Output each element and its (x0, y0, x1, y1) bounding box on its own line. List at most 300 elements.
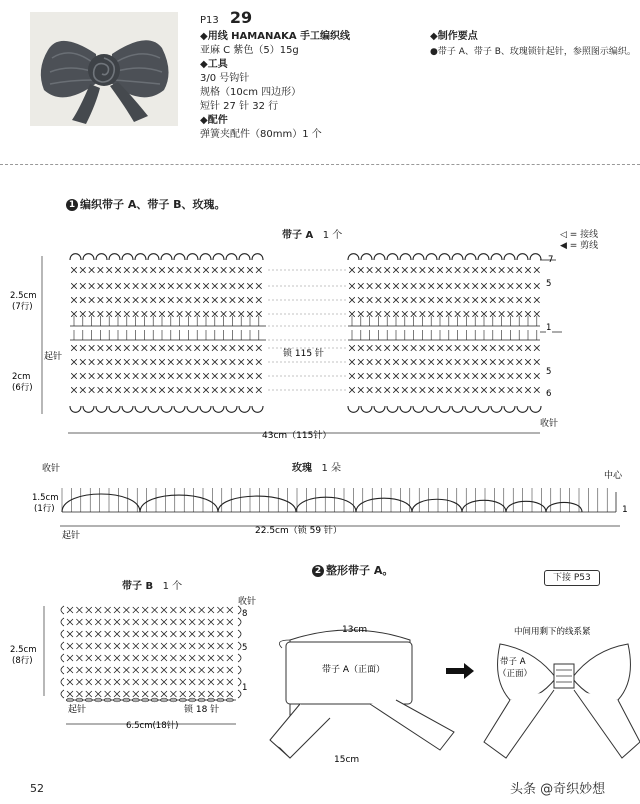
stitch-mark (367, 359, 373, 365)
stitch-mark (203, 283, 209, 289)
stitch-mark (534, 311, 540, 317)
stitch-mark (384, 267, 390, 273)
stitch-mark (508, 359, 514, 365)
stitch-mark (86, 667, 92, 673)
stitch-mark (168, 345, 174, 351)
stitch-mark (80, 345, 86, 351)
stitch-mark (189, 679, 195, 685)
stitch-mark (124, 359, 130, 365)
stitch-mark (203, 373, 209, 379)
stitch-mark (89, 345, 95, 351)
rose-finish: 收针 (42, 464, 61, 474)
stitch-mark (525, 345, 531, 351)
stitch-mark (142, 631, 148, 637)
stitch-mark (76, 667, 82, 673)
stitch-mark (367, 373, 373, 379)
stitch-mark (455, 387, 461, 393)
rose-chart (0, 460, 640, 545)
stitch-mark (142, 297, 148, 303)
edge-loop (187, 254, 198, 260)
stitch-mark (384, 283, 390, 289)
stitch-mark (428, 359, 434, 365)
stitch-mark (516, 373, 522, 379)
stitch-mark (393, 283, 399, 289)
stitch-mark (376, 373, 382, 379)
step2-heading (312, 562, 393, 578)
step2-number: 2 (312, 565, 324, 577)
stitch-mark (115, 387, 121, 393)
stitch-mark (71, 387, 77, 393)
stitch-mark (98, 311, 104, 317)
stitch-mark (446, 311, 452, 317)
stitch-mark (159, 387, 165, 393)
stitch-mark (230, 267, 236, 273)
stitch-mark (230, 283, 236, 289)
stitch-mark (376, 283, 382, 289)
stitch-mark (152, 631, 158, 637)
stitch-mark (420, 283, 426, 289)
stitch-mark (189, 691, 195, 697)
petal (218, 496, 296, 512)
stitch-mark (133, 631, 139, 637)
stitch-mark (472, 373, 478, 379)
edge-loop (187, 406, 198, 412)
edge-loop (135, 254, 146, 260)
stitch-mark (472, 297, 478, 303)
stitch-mark (142, 387, 148, 393)
stitch-mark (106, 297, 112, 303)
stitch-mark (508, 283, 514, 289)
stitch-mark (180, 643, 186, 649)
stitch-mark (142, 667, 148, 673)
stitch-mark (170, 691, 176, 697)
stitch-mark (516, 359, 522, 365)
stitch-mark (86, 643, 92, 649)
stitch-mark (499, 311, 505, 317)
stitch-mark (186, 267, 192, 273)
stitch-mark (455, 345, 461, 351)
stitch-mark (256, 311, 262, 317)
stitch-mark (508, 311, 514, 317)
edge-loop (70, 254, 81, 260)
material-line: 短针 27 针 32 行 (200, 101, 279, 112)
loop-width: 13cm (342, 625, 368, 635)
stitch-mark (455, 267, 461, 273)
stitch-mark (177, 283, 183, 289)
stitch-mark (212, 267, 218, 273)
stitch-mark (199, 619, 205, 625)
stitch-mark (227, 667, 233, 673)
stitch-mark (358, 359, 364, 365)
stitch-mark (411, 373, 417, 379)
stitch-mark (115, 345, 121, 351)
edge-loop (465, 406, 476, 412)
stitch-mark (199, 691, 205, 697)
strapB-finish: 收针 (238, 597, 257, 607)
stitch-mark (168, 267, 174, 273)
stitch-mark (247, 283, 253, 289)
edge-loop (517, 406, 528, 412)
stitch-mark (114, 679, 120, 685)
stitch-mark (80, 311, 86, 317)
legend-cut: ◀ = 剪线 (560, 241, 599, 251)
stitch-mark (114, 631, 120, 637)
stitch-mark (89, 359, 95, 365)
edge-loop (400, 406, 411, 412)
edge-loop (174, 406, 185, 412)
strapB-stitches (61, 606, 241, 702)
material-line: ◆工具 (200, 59, 228, 70)
stitch-mark (114, 691, 120, 697)
stitch-mark (464, 359, 470, 365)
stitch-mark (428, 345, 434, 351)
stitch-mark (180, 679, 186, 685)
stitch-mark (446, 387, 452, 393)
stitch-mark (133, 373, 139, 379)
stitch-mark (142, 643, 148, 649)
stitch-mark (238, 283, 244, 289)
stitch-mark (177, 345, 183, 351)
edge-loop (413, 254, 424, 260)
stitch-mark (115, 373, 121, 379)
turn-chain (61, 690, 64, 698)
stitch-mark (217, 667, 223, 673)
edge-loop (96, 254, 107, 260)
stitch-mark (437, 359, 443, 365)
stitch-mark (212, 283, 218, 289)
edge-loop (135, 406, 146, 412)
strapA-height-top: 2.5cm (10, 291, 37, 301)
stitch-mark (402, 267, 408, 273)
petal (140, 495, 218, 512)
stitch-mark (393, 373, 399, 379)
stitch-mark (217, 607, 223, 613)
stitch-mark (133, 311, 139, 317)
strapA-title (282, 229, 342, 243)
strapA-row-marks (546, 255, 553, 399)
strapA-rows-bottom: (6行) (12, 383, 33, 393)
stitch-mark (499, 267, 505, 273)
strapA-rows-top: (7行) (12, 302, 33, 312)
stitch-mark (170, 655, 176, 661)
stitch-mark (464, 387, 470, 393)
stitch-mark (159, 359, 165, 365)
stitch-mark (376, 387, 382, 393)
turn-chain (238, 606, 241, 614)
stitch-mark (159, 373, 165, 379)
stitch-mark (256, 267, 262, 273)
stitch-mark (481, 267, 487, 273)
stitch-mark (189, 655, 195, 661)
stitch-mark (189, 631, 195, 637)
turn-chain (238, 642, 241, 650)
stitch-mark (446, 345, 452, 351)
stitch-mark (114, 643, 120, 649)
stitch-mark (256, 283, 262, 289)
row-mark-label: 5 (546, 279, 552, 289)
stitch-mark (180, 607, 186, 613)
stitch-mark (114, 667, 120, 673)
stitch-mark (420, 267, 426, 273)
stitch-mark (490, 311, 496, 317)
turn-chain (61, 654, 64, 662)
edge-loop (226, 254, 237, 260)
stitch-mark (212, 345, 218, 351)
stitch-mark (411, 359, 417, 365)
stitch-mark (133, 359, 139, 365)
stitch-mark (411, 345, 417, 351)
stitch-mark (199, 631, 205, 637)
stitch-mark (194, 345, 200, 351)
stitch-mark (142, 691, 148, 697)
stitch-mark (402, 387, 408, 393)
edge-loop (400, 254, 411, 260)
turn-chain (238, 618, 241, 626)
stitch-mark (98, 345, 104, 351)
stitch-mark (367, 345, 373, 351)
stitch-mark (199, 679, 205, 685)
stitch-mark (133, 655, 139, 661)
stitch-mark (238, 387, 244, 393)
edge-loop (122, 254, 133, 260)
turn-chain (238, 654, 241, 662)
stitch-mark (199, 607, 205, 613)
stitch-mark (376, 345, 382, 351)
stitch-mark (256, 297, 262, 303)
edge-loop (439, 406, 450, 412)
tie-note: 中间用剩下的线系紧 (514, 627, 591, 637)
stitch-mark (384, 373, 390, 379)
stitch-mark (142, 345, 148, 351)
stitch-mark (238, 297, 244, 303)
materials-list (200, 30, 350, 142)
edge-loop (70, 406, 81, 412)
edge-loop (161, 406, 172, 412)
stitch-mark (105, 607, 111, 613)
stitch-mark (516, 297, 522, 303)
stitch-mark (152, 643, 158, 649)
stitch-mark (358, 373, 364, 379)
strapB-start: 起针 (68, 705, 87, 715)
stitch-mark (349, 345, 355, 351)
bow-photo-illustration (30, 12, 178, 126)
stitch-mark (76, 619, 82, 625)
stitch-mark (89, 267, 95, 273)
stitch-mark (420, 373, 426, 379)
edge-loop (504, 406, 515, 412)
rose-rows: (1行) (34, 504, 55, 514)
stitch-mark (384, 359, 390, 365)
stitch-mark (186, 373, 192, 379)
stitch-mark (437, 297, 443, 303)
stitch-mark (472, 387, 478, 393)
stitch-mark (152, 667, 158, 673)
stitch-mark (525, 311, 531, 317)
stitch-mark (159, 345, 165, 351)
stitch-mark (472, 311, 478, 317)
stitch-mark (71, 267, 77, 273)
strapA-chart (0, 250, 640, 440)
stitch-mark (227, 607, 233, 613)
stitch-mark (227, 619, 233, 625)
stitch-mark (208, 667, 214, 673)
stitch-mark (208, 607, 214, 613)
stitch-mark (150, 267, 156, 273)
stitch-mark (455, 297, 461, 303)
stitch-mark (161, 607, 167, 613)
stitch-mark (256, 359, 262, 365)
stitch-mark (367, 311, 373, 317)
stitch-mark (67, 631, 73, 637)
edge-loop (174, 254, 185, 260)
edge-loop (213, 406, 224, 412)
stitch-mark (89, 311, 95, 317)
stitch-mark (115, 283, 121, 289)
stitch-mark (490, 345, 496, 351)
stitch-mark (490, 283, 496, 289)
stitch-mark (142, 311, 148, 317)
stitch-mark (89, 297, 95, 303)
stitch-mark (98, 359, 104, 365)
strapB-name: 带子 B (122, 581, 154, 592)
stitch-mark (161, 679, 167, 685)
stitch-mark (238, 345, 244, 351)
stitch-mark (203, 359, 209, 365)
stitch-mark (194, 283, 200, 289)
petal (462, 500, 506, 512)
stitch-mark (95, 655, 101, 661)
tail-length: 15cm (334, 755, 360, 765)
stitch-mark (499, 283, 505, 289)
stitch-mark (152, 619, 158, 625)
rose-stitches (62, 488, 616, 512)
stitch-mark (247, 345, 253, 351)
stitch-mark (67, 619, 73, 625)
stitch-mark (123, 655, 129, 661)
stitch-mark (349, 311, 355, 317)
stitch-mark (170, 619, 176, 625)
edge-loop (109, 406, 120, 412)
stitch-mark (89, 387, 95, 393)
stitch-mark (221, 387, 227, 393)
stitch-mark (384, 297, 390, 303)
stitch-mark (67, 655, 73, 661)
stitch-mark (152, 691, 158, 697)
stitch-mark (217, 631, 223, 637)
stitch-mark (367, 297, 373, 303)
edge-loop (413, 406, 424, 412)
stitch-mark (358, 297, 364, 303)
stitch-mark (115, 267, 121, 273)
stitch-mark (446, 359, 452, 365)
stitch-mark (358, 267, 364, 273)
stitch-mark (186, 311, 192, 317)
stitch-mark (212, 311, 218, 317)
stitch-mark (455, 311, 461, 317)
stitch-mark (177, 359, 183, 365)
stitch-mark (402, 311, 408, 317)
stitch-mark (446, 373, 452, 379)
stitch-mark (508, 387, 514, 393)
stitch-mark (490, 359, 496, 365)
edge-loop (491, 254, 502, 260)
stitch-mark (256, 373, 262, 379)
stitch-mark (411, 387, 417, 393)
stitch-mark (115, 359, 121, 365)
stitch-mark (402, 283, 408, 289)
stitch-mark (105, 667, 111, 673)
stitch-mark (80, 387, 86, 393)
stitch-mark (349, 283, 355, 289)
strapA-stitches (70, 254, 562, 413)
stitch-mark (516, 283, 522, 289)
edge-loop (465, 254, 476, 260)
stitch-mark (402, 359, 408, 365)
stitch-mark (98, 283, 104, 289)
stitch-mark (212, 297, 218, 303)
stitch-mark (238, 311, 244, 317)
stitch-mark (71, 345, 77, 351)
strapB-rows: (8行) (12, 656, 33, 666)
pattern-id (200, 8, 252, 28)
stitch-mark (516, 311, 522, 317)
stitch-mark (186, 297, 192, 303)
stitch-mark (168, 359, 174, 365)
stitch-mark (86, 691, 92, 697)
stitch-mark (95, 643, 101, 649)
stitch-mark (455, 359, 461, 365)
stitch-mark (180, 631, 186, 637)
edge-loop (83, 254, 94, 260)
stitch-mark (508, 267, 514, 273)
stitch-mark (115, 311, 121, 317)
stitch-mark (105, 679, 111, 685)
stitch-mark (472, 267, 478, 273)
stitch-mark (80, 267, 86, 273)
stitch-mark (420, 297, 426, 303)
pattern-number: 29 (229, 8, 253, 27)
stitch-mark (481, 283, 487, 289)
stitch-mark (534, 283, 540, 289)
stitch-mark (367, 267, 373, 273)
stitch-mark (437, 283, 443, 289)
stitch-mark (142, 267, 148, 273)
edge-loop (426, 406, 437, 412)
stitch-mark (67, 667, 73, 673)
edge-loop (491, 406, 502, 412)
strapA-name: 带子 A (282, 230, 314, 241)
stitch-mark (230, 373, 236, 379)
stitch-mark (256, 387, 262, 393)
stitch-mark (437, 373, 443, 379)
bow-tail-left (484, 690, 554, 758)
strapB-row-marks (242, 609, 247, 693)
edge-loop (517, 254, 528, 260)
stitch-mark (221, 359, 227, 365)
stitch-mark (499, 373, 505, 379)
stitch-mark (168, 297, 174, 303)
stitch-mark (349, 373, 355, 379)
rose-row-mark: 1 (622, 505, 628, 515)
stitch-mark (98, 297, 104, 303)
stitch-mark (217, 643, 223, 649)
stitch-mark (186, 283, 192, 289)
stitch-mark (124, 387, 130, 393)
stitch-mark (194, 359, 200, 365)
product-photo (30, 12, 178, 126)
stitch-mark (95, 631, 101, 637)
stitch-mark (76, 655, 82, 661)
